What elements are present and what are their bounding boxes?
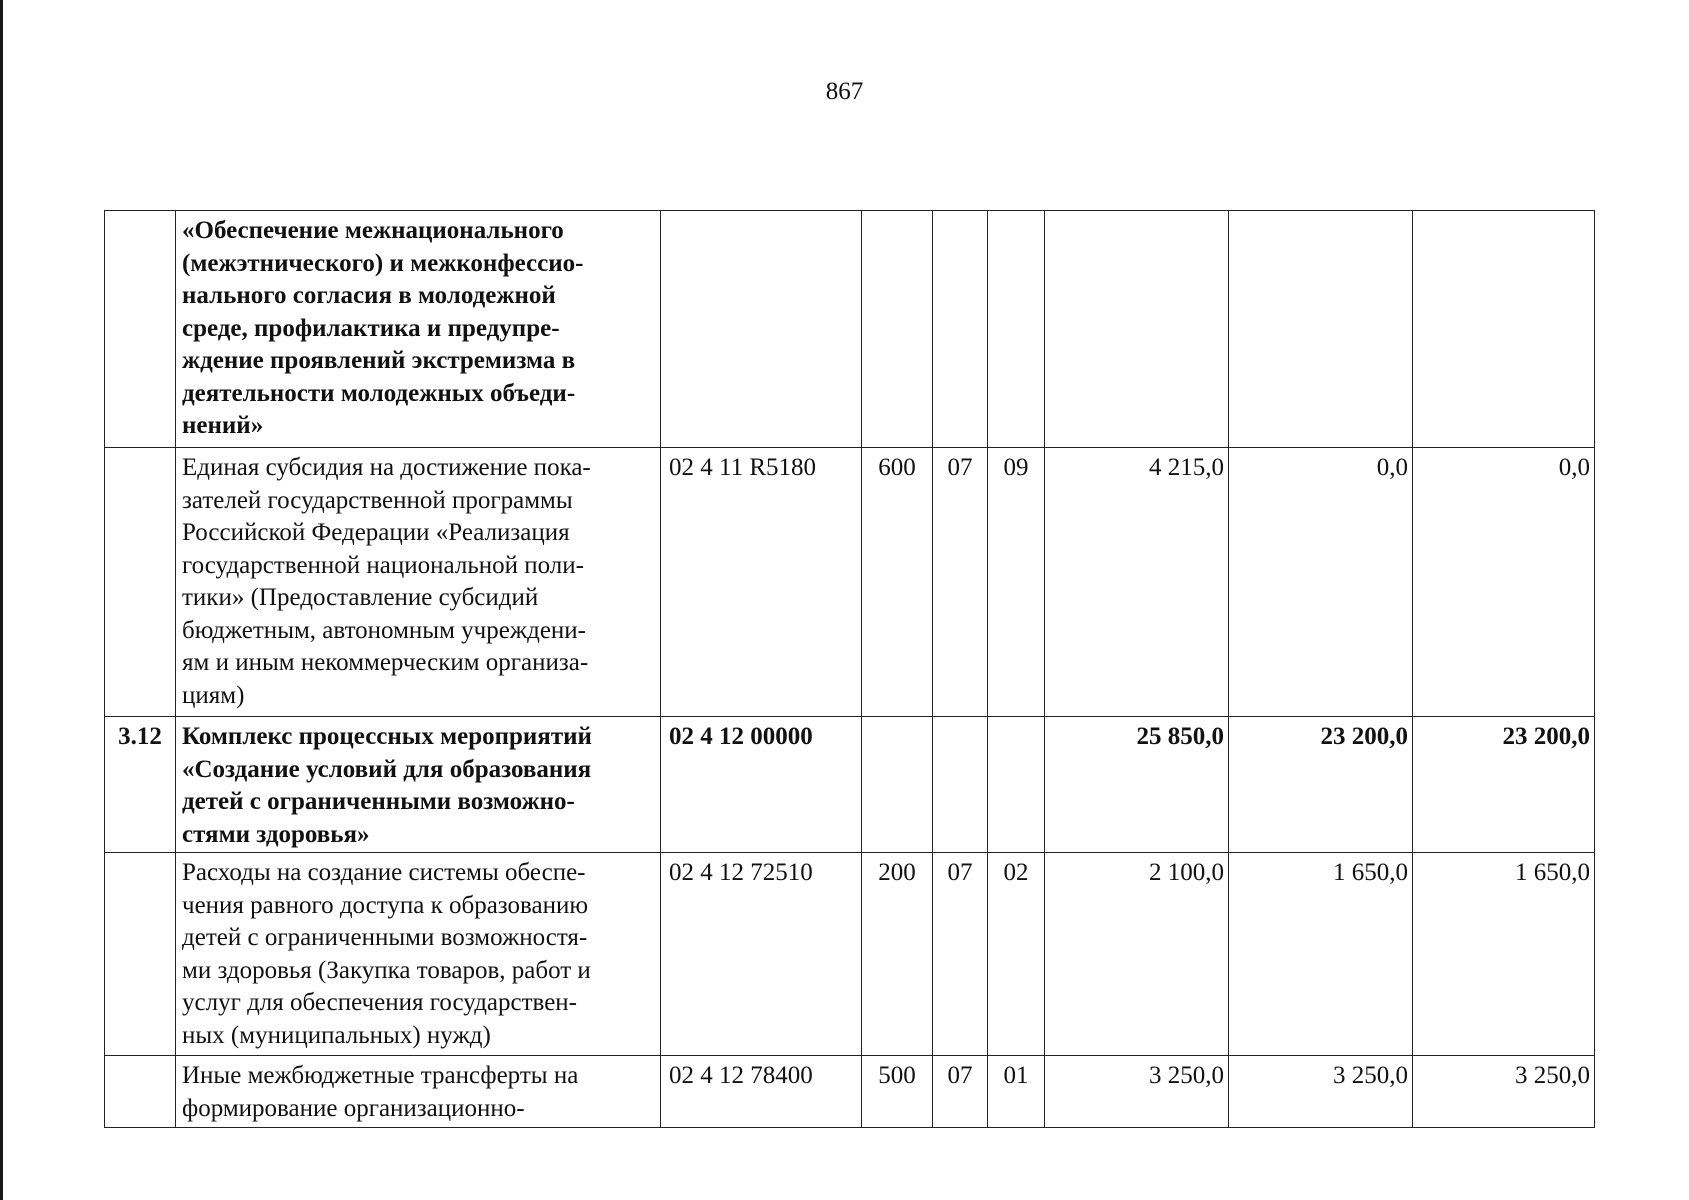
budget-table — [104, 210, 1595, 1128]
amount-year-1: 3 250,0 — [1045, 1056, 1229, 1128]
row-number — [105, 448, 176, 717]
target-code: 02 4 12 78400 — [661, 1056, 862, 1128]
amount-year-2: 3 250,0 — [1229, 1056, 1413, 1128]
amount-year-3: 3 250,0 — [1413, 1056, 1595, 1128]
amount-year-2 — [1229, 211, 1413, 448]
expense-type — [862, 717, 933, 853]
amount-year-1 — [1045, 211, 1229, 448]
description-line: деятельности молодежных объеди- — [182, 379, 576, 407]
row-description — [176, 211, 661, 448]
target-code: 02 4 12 72510 — [661, 853, 862, 1056]
amount-year-3: 0,0 — [1413, 448, 1595, 717]
subsection-code: 09 — [988, 448, 1045, 717]
description-line: нального согласия в молодежной — [182, 282, 556, 309]
description-line: детей с ограниченными возможностя- — [182, 924, 588, 951]
description-line: Комплекс процессных мероприятий — [182, 723, 592, 750]
description-line: тики» (Предоставление субсидий — [182, 584, 539, 611]
description-line: зателей государственной программы — [182, 486, 573, 514]
row-number — [105, 853, 176, 1056]
description-line: «Обеспечение межнационального — [182, 217, 564, 244]
section-code: 07 — [933, 1056, 988, 1128]
amount-year-2: 23 200,0 — [1229, 717, 1413, 853]
amount-year-2: 0,0 — [1229, 448, 1413, 717]
amount-year-1: 25 850,0 — [1045, 717, 1229, 853]
description-line: Иные межбюджетные трансферты на — [182, 1062, 579, 1089]
row-description — [176, 1056, 661, 1128]
table-row — [105, 717, 1595, 853]
description-line: ных (муниципальных) нужд) — [182, 1021, 491, 1049]
row-number: 3.12 — [105, 717, 176, 853]
page-number: 867 — [825, 78, 864, 105]
description-line: ждение проявлений экстремизма в — [182, 347, 576, 374]
amount-year-3: 23 200,0 — [1413, 717, 1595, 853]
row-description — [176, 717, 661, 853]
description-line: стями здоровья» — [182, 820, 370, 848]
table-row — [105, 211, 1595, 448]
target-code: 02 4 12 00000 — [661, 717, 862, 853]
subsection-code: 01 — [988, 1056, 1045, 1128]
amount-year-3: 1 650,0 — [1413, 853, 1595, 1056]
row-description — [176, 448, 661, 717]
row-description — [176, 853, 661, 1056]
subsection-code — [988, 211, 1045, 448]
table-row — [105, 448, 1595, 717]
expense-type: 600 — [862, 448, 933, 717]
amount-year-3 — [1413, 211, 1595, 448]
description-line: ям и иным некоммерческим организа- — [182, 649, 589, 676]
target-code: 02 4 11 R5180 — [661, 448, 862, 717]
description-line: бюджетным, автономным учреждени- — [182, 616, 586, 644]
amount-year-1: 4 215,0 — [1045, 448, 1229, 717]
amount-year-1: 2 100,0 — [1045, 853, 1229, 1056]
expense-type: 200 — [862, 853, 933, 1056]
description-line: государственной национальной поли- — [182, 551, 584, 579]
description-line: услуг для обеспечения государствен- — [182, 989, 577, 1016]
description-line: «Создание условий для образования — [182, 755, 592, 783]
description-line: формирование организационно- — [182, 1094, 525, 1122]
section-code — [933, 717, 988, 853]
description-line: среде, профилактика и предупре- — [182, 314, 560, 342]
expense-type — [862, 211, 933, 448]
row-number — [105, 1056, 176, 1128]
description-line: Расходы на создание системы обеспе- — [182, 859, 586, 886]
table-row — [105, 853, 1595, 1056]
expense-type: 500 — [862, 1056, 933, 1128]
amount-year-2: 1 650,0 — [1229, 853, 1413, 1056]
description-line: чения равного доступа к образованию — [182, 891, 589, 919]
table-row — [105, 1056, 1595, 1128]
section-code — [933, 211, 988, 448]
scan-edge — [0, 0, 3, 1200]
description-line: Российской Федерации «Реализация — [182, 519, 570, 546]
description-line: Единая субсидия на достижение пока- — [182, 454, 591, 481]
section-code: 07 — [933, 448, 988, 717]
description-line: циям) — [182, 681, 245, 709]
section-code: 07 — [933, 853, 988, 1056]
subsection-code — [988, 717, 1045, 853]
description-line: (межэтнического) и межконфессио- — [182, 249, 584, 277]
row-number — [105, 211, 176, 448]
target-code — [661, 211, 862, 448]
description-line: детей с ограниченными возможно- — [182, 788, 575, 815]
subsection-code: 02 — [988, 853, 1045, 1056]
description-line: ми здоровья (Закупка товаров, работ и — [182, 956, 591, 984]
description-line: нений» — [182, 412, 264, 439]
